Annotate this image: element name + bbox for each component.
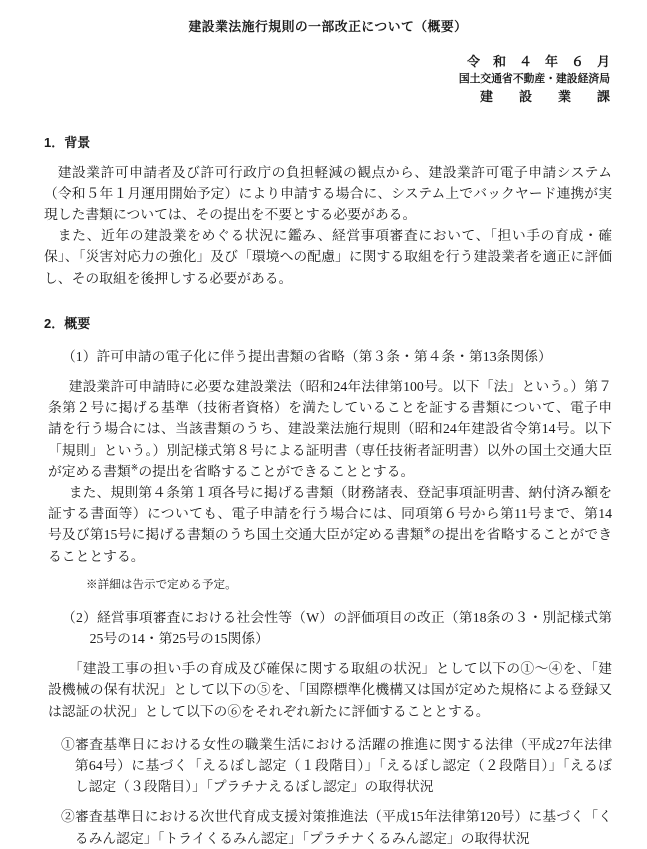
item-1-paragraph-1-text: 建設業許可申請時に必要な建設業法（昭和24年法律第100号。以下「法」という。）第７条第２号に掲げる基準（技術者資格）を満たしていることを証する書類について、電子申請を行う場合には、当該書類のうち、建設業法施行規則（昭和24年建設省令第14号。以下「規則」という。）別記様式第８号による証明書（専任技術者証明書）以外の国土交通大臣が定める書類 [48,378,612,479]
section-1-heading: 1．背景 [44,134,91,150]
background-paragraph-1: 建設業許可申請者及び許可行政庁の負担軽減の観点から、建設業許可電子申請システム（令和５年１月運用開始予定）により申請する場合に、システム上でバックヤード連携が実現した書類については、その提出を不要とする必要がある。 [44,164,612,222]
item-1-paragraph-1-tail: の提出を省略することができることとする。 [138,463,415,479]
section-2-heading: 2．概要 [44,315,91,331]
section-overview [44,313,612,849]
evaluation-item-list [48,734,612,849]
item-1-paragraph-1 [48,376,612,482]
item-2-paragraph-1: 「建設工事の担い手の育成及び確保に関する取組の状況」として以下の①～④を、「建設機械の保有状況」として以下の⑤を、「国際標準化機構又は国が定めた規格による登録又は認証の状況」として以下の⑥をそれぞれ新たに評価することとする。 [48,661,612,719]
overview-item-2 [48,607,612,849]
section-background [44,132,612,289]
list-item: ②審査基準日における次世代育成支援対策推進法（平成15年法律第120号）に基づく「くるみん認定」「トライくるみん認定」「プラチナくるみん認定」の取得状況 [61,809,612,846]
item-1-heading: （1）許可申請の電子化に伴う提出書類の省略（第３条・第４条・第13条関係） [62,348,552,364]
footnote: ※詳細は告示で定める予定。 [86,577,237,591]
item-1-paragraph-2-text: また、規則第４条第１項各号に掲げる書類（財務諸表、登記事項証明書、納付済み額を証する書面等）についても、電子申請を行う場合には、同項第６号から第11号まで、第14号及び第15号に掲げる書類のうち国土交通大臣が定める書類 [48,484,612,543]
item-1-paragraph-2-tail: の提出を省略することができることとする。 [48,527,612,564]
note-marker: ※ [130,462,139,473]
issuing-bureau: 国土交通省不動産・建設経済局 [458,72,610,85]
item-2-heading: （2）経営事項審査における社会性等（W）の評価項目の改正（第18条の３・別記様式第25号の14・第25号の15関係） [62,609,612,646]
page-title: 建設業法施行規則の一部改正について（概要） [188,19,468,34]
overview-item-1 [48,346,612,593]
note-marker: ※ [423,525,432,536]
document-header [44,53,610,106]
list-item: ①審査基準日における女性の職業生活における活躍の推進に関する法律（平成27年法律第64号）に基づく「えるぼし認定（１段階目）」「えるぼし認定（２段階目）」「えるぼし認定（３段階目）」「プラチナえるぼし認定」の取得状況 [61,736,612,795]
item-1-paragraph-2 [48,482,612,567]
issue-date: 令 和 ４ 年 ６ 月 [466,54,610,69]
background-paragraph-2: また、近年の建設業をめぐる状況に鑑み、経営事項審査において、「担い手の育成・確保」、「災害対応力の強化」及び「環境への配慮」に関する取組を行う建設業者を適正に評価し、その取組を後押しする必要がある。 [44,228,612,286]
issuing-division: 建 設 業 課 [479,89,610,104]
